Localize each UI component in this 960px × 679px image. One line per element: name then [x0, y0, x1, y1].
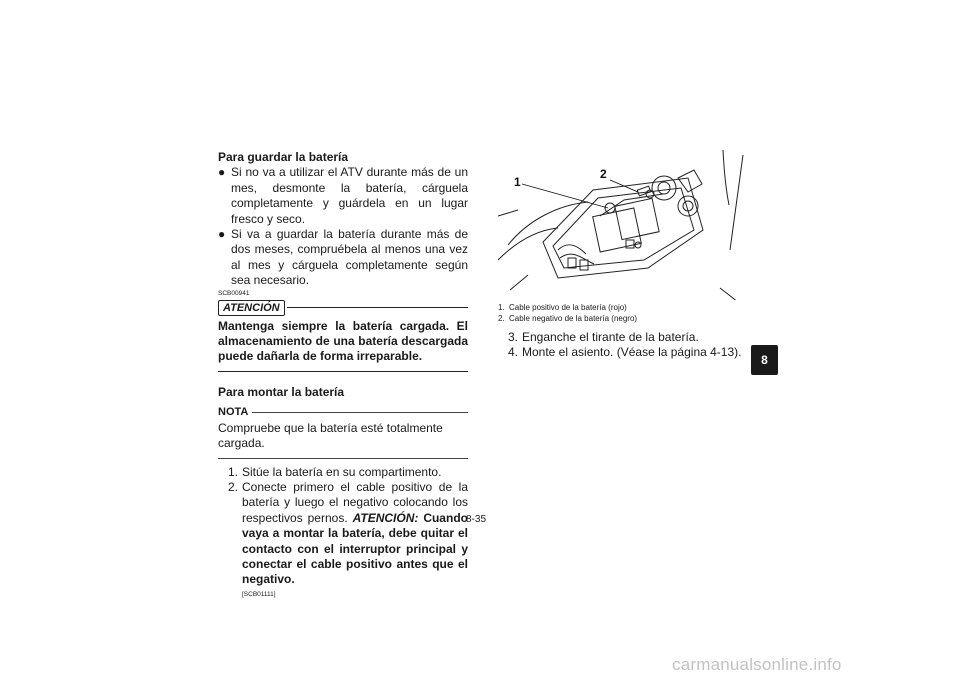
step-text: Monte el asiento. (Véase la página 4-13). [522, 345, 742, 360]
step-item [218, 465, 468, 480]
left-column [218, 150, 468, 599]
attention-rule [287, 307, 468, 308]
step-number: 2. [228, 479, 239, 494]
step-text: Sitúe la batería en su compartimento. [242, 464, 442, 479]
bullet-icon: ● [218, 165, 226, 180]
bullet-text: Si va a guardar la batería durante más de dos meses, compruébela al menos una vez al mes y cárguela completamente según sea necesario. [231, 227, 468, 288]
bullet-item [218, 227, 468, 289]
caption-text: Cable positivo de la batería (rojo) [509, 303, 627, 312]
caption-number: 1. [498, 303, 505, 312]
bullet-icon: ● [218, 227, 226, 242]
note-end-rule [218, 458, 468, 459]
step-item [218, 480, 468, 599]
note-header [218, 405, 468, 420]
figure-captions [498, 302, 746, 324]
reference-code: [SCB01111] [242, 590, 276, 598]
step-number: 3. [508, 330, 519, 344]
attention-end-rule [218, 371, 468, 372]
caption-number: 2. [498, 314, 505, 323]
reference-code: SCB00941 [218, 289, 250, 297]
note-text: Compruebe que la batería esté totalmente cargada. [218, 420, 443, 451]
step-text: Enganche el tirante de la batería. [522, 330, 699, 344]
step-number: 4. [508, 345, 519, 360]
step-text: Conecte primero el cable positivo de la batería y luego el negativo colocando los respectivos pernos. [242, 479, 468, 525]
step-warning-label: ATENCIÓN: [352, 510, 419, 525]
attention-header [218, 300, 468, 316]
figure-label-1: 1 [514, 175, 521, 189]
step-item [498, 330, 746, 345]
page-number: 8-35 [466, 514, 487, 525]
caption-text: Cable negativo de la batería (negro) [509, 314, 638, 323]
steps-list [218, 465, 468, 599]
heading-store-battery: Para guardar la batería [218, 150, 349, 164]
steps-list [498, 330, 746, 361]
caption-item [498, 302, 746, 313]
watermark: carmanualsonline.info [672, 655, 842, 674]
right-column [498, 150, 746, 361]
heading-mount-battery: Para montar la batería [218, 384, 345, 399]
step-item [498, 345, 746, 360]
caption-item [498, 313, 746, 324]
attention-label: ATENCIÓN [218, 300, 285, 316]
battery-figure [498, 150, 746, 300]
figure-label-2: 2 [600, 167, 607, 181]
bullet-text: Si no va a utilizar el ATV durante más de un mes, desmonte la batería, cárguela completamente y guárdela en un lugar fresco y seco. [231, 165, 468, 226]
step-warning-text: Cuando vaya a montar la batería, debe quitar el contacto con el interruptor principal y conectar el cable positivo antes que el negativo. [242, 510, 468, 587]
chapter-tab: 8 [751, 345, 778, 375]
battery-compartment-illustration [498, 150, 746, 300]
step-number: 1. [228, 464, 239, 479]
note-rule [252, 412, 468, 413]
note-label: NOTA [218, 406, 249, 419]
bullet-item [218, 165, 468, 227]
attention-text: Mantenga siempre la batería cargada. El almacenamiento de una batería descargada puede dañarla de forma irreparable. [218, 318, 468, 364]
